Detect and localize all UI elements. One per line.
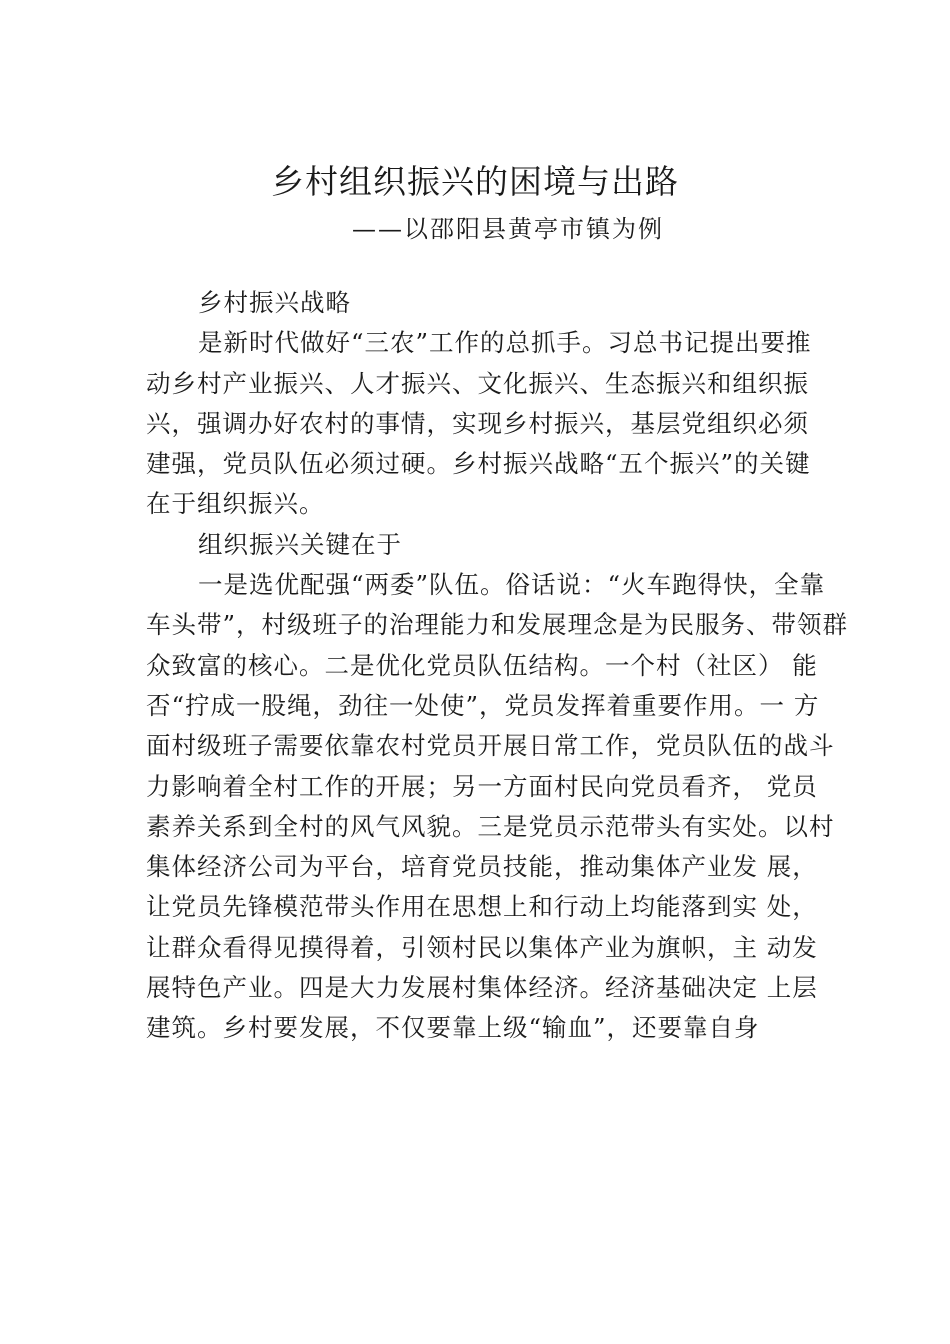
paragraph-line: 力影响着全村工作的开展；另一方面村民向党员看齐， 党员 bbox=[146, 771, 818, 801]
paragraph-line: 让党员先锋模范带头作用在思想上和行动上均能落到实 处， bbox=[146, 892, 818, 922]
paragraph-line: 建筑。乡村要发展，不仅要靠上级“输血”，还要靠自身 bbox=[146, 1013, 760, 1043]
paragraph-line: 让群众看得见摸得着，引领村民以集体产业为旗帜，主 动发 bbox=[146, 932, 818, 962]
paragraph-line: 车头带”，村级班子的治理能力和发展理念是为民服务、带领群 bbox=[146, 610, 849, 640]
paragraph-line: 面村级班子需要依靠农村党员开展日常工作，党员队伍的战斗 bbox=[146, 731, 835, 761]
document-body bbox=[146, 283, 849, 1049]
paragraph-line: 一是选优配强“两委”队伍。俗话说：“火车跑得快，全靠 bbox=[198, 570, 826, 600]
paragraph-line: 集体经济公司为平台，培育党员技能，推动集体产业发 展， bbox=[146, 852, 818, 882]
document-title: 乡村组织振兴的困境与出路 bbox=[271, 162, 679, 201]
paragraph-line: 众致富的核心。二是优化党员队伍结构。一个村（社区） 能 bbox=[146, 650, 818, 680]
paragraph-line: 建强，党员队伍必须过硬。乡村振兴战略“五个振兴”的关键 bbox=[146, 449, 811, 479]
section-heading: 乡村振兴战略 bbox=[198, 288, 351, 317]
paragraph-line: 展特色产业。四是大力发展村集体经济。经济基础决定 上层 bbox=[146, 973, 818, 1003]
paragraph-line: 否“拧成一股绳，劲往一处使”，党员发挥着重要作用。一 方 bbox=[146, 690, 820, 720]
paragraph-line: 在于组织振兴。 bbox=[146, 489, 325, 519]
paragraph-line: 动乡村产业振兴、人才振兴、文化振兴、生态振兴和组织振 bbox=[146, 368, 809, 398]
paragraph-line: 兴，强调办好农村的事情，实现乡村振兴，基层党组织必须 bbox=[146, 408, 809, 438]
paragraph-line: 是新时代做好“三农”工作的总抓手。习总书记提出要推 bbox=[198, 328, 812, 358]
paragraph-line: 素养关系到全村的风气风貌。三是党员示范带头有实处。以村 bbox=[146, 811, 835, 841]
section-heading: 组织振兴关键在于 bbox=[198, 529, 402, 559]
document-subtitle: ——以邵阳县黄亭市镇为例 bbox=[352, 215, 664, 243]
